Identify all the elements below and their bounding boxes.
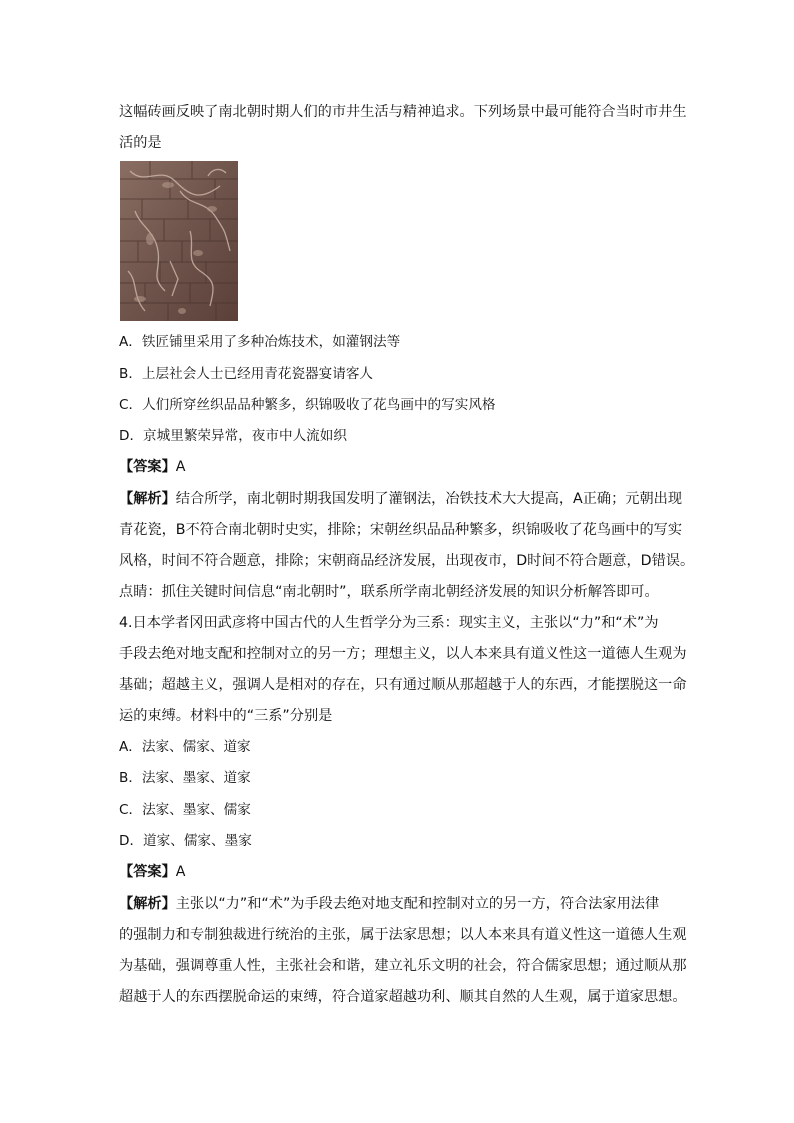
- analysis-line: 的强制力和专制独裁进行统治的主张，属于法家思想；以人本来具有道义性这一道德人生观: [119, 927, 687, 943]
- question-stem: 这幅砖画反映了南北朝时期人们的市井生活与精神追求。下列场景中最可能符合当时市井生: [119, 104, 687, 120]
- analysis-text: 主张以“力”和“术”为手段去绝对地支配和控制对立的另一方，符合法家用法律: [175, 896, 660, 912]
- analysis-line: 风格，时间不符合题意，排除；宋朝商品经济发展，出现夜市，D时间不符合题意，D错误。: [119, 553, 695, 569]
- answer-tag: 【答案】: [119, 459, 176, 475]
- question-stem: 基础；超越主义，强调人是相对的存在，只有通过顺从那超越于人的东西，才能摆脱这一命: [119, 677, 687, 693]
- analysis-line: [119, 894, 679, 914]
- option-a: A．法家、儒家、道家: [119, 739, 251, 755]
- analysis-tag: 【解析】: [119, 491, 176, 507]
- option-d: D．道家、儒家、墨家: [119, 833, 252, 849]
- option-a: A．铁匠铺里采用了多种冶炼技术，如灌钢法等: [119, 334, 401, 350]
- question-stem: 手段去绝对地支配和控制对立的另一方；理想主义，以人本来具有道义性这一道德人生观为: [119, 646, 687, 662]
- question-stem: 运的束缚。材料中的“三系”分别是: [119, 708, 333, 724]
- analysis-line: 超越于人的东西摆脱命运的束缚，符合道家超越功利、顺其自然的人生观，属于道家思想。: [119, 989, 687, 1005]
- option-d: D．京城里繁荣异常，夜市中人流如织: [119, 428, 347, 444]
- analysis-tag: 【解析】: [119, 896, 176, 912]
- option-b: B．上层社会人士已经用青花瓷器宴请客人: [119, 366, 374, 382]
- analysis-line: 青花瓷，B不符合南北朝时史实，排除；宋朝丝织品品种繁多，织锦吸收了花鸟画中的写实: [119, 522, 683, 538]
- brick-relief-image: [120, 161, 238, 321]
- analysis-line: [119, 489, 683, 509]
- answer-line: [119, 457, 679, 477]
- option-c: C．法家、墨家、儒家: [119, 802, 251, 818]
- analysis-line: 为基础，强调尊重人性，主张社会和谐，建立礼乐文明的社会，符合儒家思想；通过顺从那: [119, 958, 687, 974]
- analysis-line: 点睛：抓住关键时间信息“南北朝时”，联系所学南北朝经济发展的知识分析解答即可。: [119, 584, 659, 600]
- question-stem: 活的是: [119, 135, 162, 151]
- option-b: B．法家、墨家、道家: [119, 770, 251, 786]
- answer-line: [119, 862, 679, 882]
- answer-value: A: [175, 459, 186, 475]
- analysis-text: 结合所学，南北朝时期我国发明了灌钢法，冶铁技术大大提高，A正确；元朝出现: [175, 491, 683, 507]
- answer-tag: 【答案】: [119, 864, 176, 880]
- option-c: C．人们所穿丝织品品种繁多，织锦吸收了花鸟画中的写实风格: [119, 397, 496, 413]
- question-stem: 4.日本学者冈田武彦将中国古代的人生哲学分为三系：现实主义，主张以“力”和“术”为: [119, 615, 659, 631]
- answer-value: A: [175, 864, 186, 880]
